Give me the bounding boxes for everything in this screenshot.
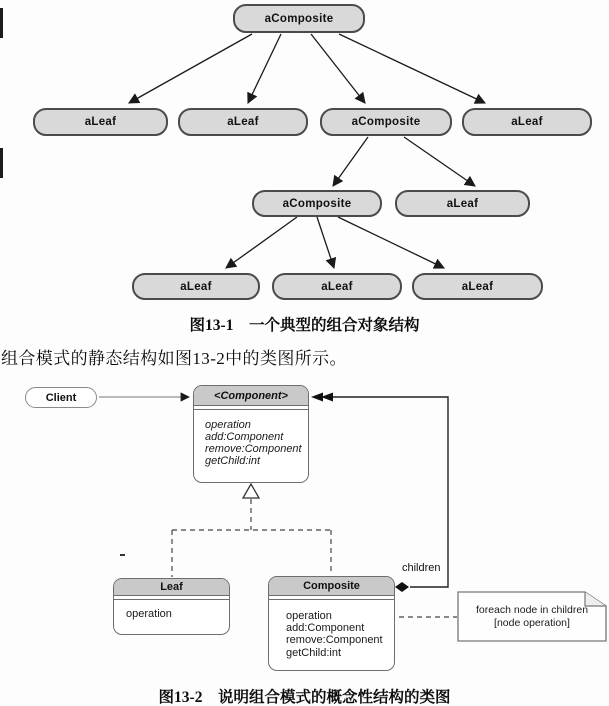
class-component-name: <Component> xyxy=(194,386,308,406)
fig1-tree-arrows xyxy=(129,34,485,268)
tree-node-leaf-4: aLeaf xyxy=(395,190,530,217)
tree-node-root-composite: aComposite xyxy=(233,4,365,33)
fig2-generalization xyxy=(172,484,331,577)
attr: add:Component xyxy=(205,431,284,443)
class-composite-attrs xyxy=(269,600,394,659)
attr: getChild:int xyxy=(205,455,261,467)
class-client: Client xyxy=(25,387,97,408)
attr: operation xyxy=(126,608,172,620)
tree-node-leaf-7: aLeaf xyxy=(412,273,543,300)
attr: getChild:int xyxy=(286,646,342,659)
class-component xyxy=(193,385,309,483)
attr: operation xyxy=(286,610,332,622)
uml-note xyxy=(462,604,602,629)
class-leaf-name: Leaf xyxy=(114,579,229,596)
generalization-triangle-icon xyxy=(243,484,259,498)
tree-node-composite-3: aComposite xyxy=(252,190,382,217)
figure1-caption: 图13-1 一个典型的组合对象结构 xyxy=(189,317,420,334)
attr: remove:Component xyxy=(205,443,302,455)
tree-node-leaf-5: aLeaf xyxy=(132,273,260,300)
tree-node-leaf-1: aLeaf xyxy=(33,108,168,136)
class-composite xyxy=(268,576,395,671)
tree-node-leaf-6: aLeaf xyxy=(272,273,402,300)
tree-node-leaf-3: aLeaf xyxy=(462,108,592,136)
aggregation-diamond-icon xyxy=(395,582,409,592)
class-leaf-attrs xyxy=(114,600,229,620)
body-text: 组合模式的静态结构如图13-2中的类图所示。 xyxy=(1,349,347,368)
tree-node-leaf-2: aLeaf xyxy=(178,108,308,136)
attr: add:Component xyxy=(286,622,365,635)
note-line: foreach node in children xyxy=(475,604,589,616)
attr: remove:Component xyxy=(286,634,383,647)
attr: operation xyxy=(205,419,251,431)
class-component-attrs xyxy=(194,410,308,467)
class-leaf xyxy=(113,578,230,635)
note-line: [node operation] xyxy=(494,616,570,629)
class-composite-name: Composite xyxy=(269,577,394,596)
figure2-caption: 图13-2 说明组合模式的概念性结构的类图 xyxy=(158,689,451,706)
tree-node-composite-2: aComposite xyxy=(320,108,452,136)
children-role-label: children xyxy=(402,562,441,574)
